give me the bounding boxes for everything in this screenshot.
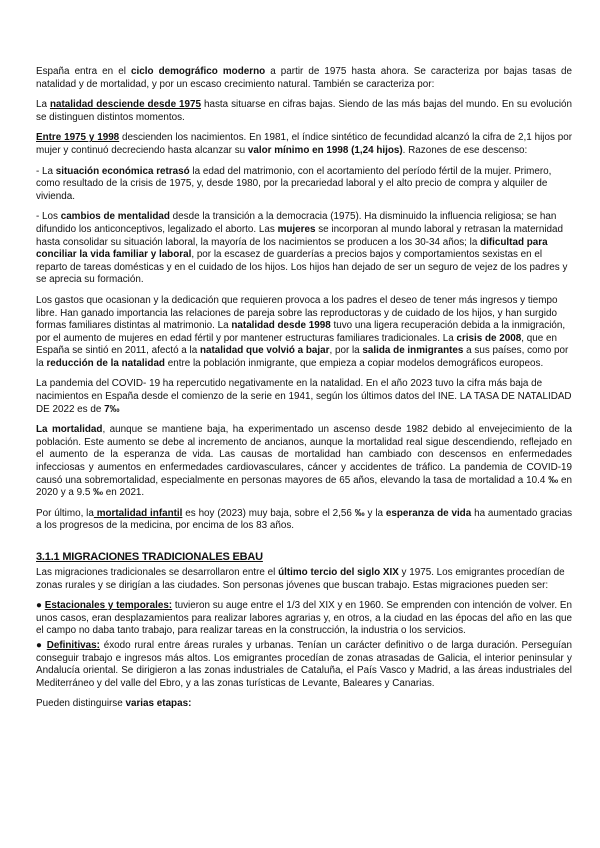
list-item-definitivas bbox=[36, 640, 572, 690]
bold-text: ‰ bbox=[93, 487, 103, 499]
text: en 2021. bbox=[102, 487, 145, 499]
text: y 1975. Los emigrantes procedían de zonas rurales y se dirigían a las ciudades. Son personas jóvenes que buscan trabajo. Estas migraciones pueden ser: bbox=[36, 567, 565, 591]
text: la edad del matrimonio, con el acortamiento del período fértil de la mujer. Primero, como resultado de la crisis de 1975, y, desde 1980, por la precariedad laboral y el alto precio de compra y alquiler de vivienda. bbox=[36, 165, 552, 202]
bold-text: último tercio del siglo XIX bbox=[278, 567, 399, 578]
paragraph-migraciones bbox=[36, 567, 572, 592]
bold-text: esperanza de vida bbox=[385, 507, 472, 519]
bold-text: 7‰ bbox=[104, 403, 120, 415]
bold-text: varias etapas: bbox=[125, 698, 192, 710]
bullet: ● bbox=[36, 600, 45, 612]
text: ha aumentado gracias a los progresos de la medicina, por encima de los 83 años. bbox=[36, 507, 573, 532]
bold-text: valor mínimo en 1998 (1,24 hijos) bbox=[247, 144, 403, 156]
document-page bbox=[36, 66, 572, 719]
text: Los gastos que ocasionan y la dedicación que requieren provoca a los padres el deseo de tener más ingresos y tiempo libre. Han ganado importancia las relaciones de pareja sobre las reproductoras y de cuidado de los hijos, y han surgido formas familiares distintas al matrimonio. La bbox=[36, 294, 558, 332]
paragraph-razon-mentalidad bbox=[36, 211, 572, 287]
text: tuvieron su auge entre el 1/3 del XIX y en 1960. Se emprenden con intención de volver. En unos casos, eran desplazamientos para realizar labores agrarias y, en otros, a la ciudad en las épocas del año en las que el campo no daba tanto trabajo, para realizar tareas en la construcción, la industria o los servicios. bbox=[36, 600, 572, 637]
text: , que en España se sintió en 2011, afectó a la bbox=[36, 332, 557, 357]
bold-text: natalidad desde 1998 bbox=[231, 320, 331, 332]
text: hasta situarse en cifras bajas. Siendo de las más bajas del mundo. En su evolución se distinguen distintos momentos. bbox=[36, 99, 573, 123]
bold-text: ‰ bbox=[354, 507, 365, 519]
paragraph-gastos bbox=[36, 295, 572, 371]
bold-text: dificultad para conciliar la vida familiar y laboral bbox=[36, 236, 548, 261]
text: - La bbox=[36, 165, 56, 177]
bold-text: situación económica retrasó bbox=[55, 165, 190, 177]
text: Por último, la bbox=[36, 507, 94, 519]
text: entre la población inmigrante, que empieza a copiar modelos demográficos europeos. bbox=[164, 357, 544, 369]
paragraph-pandemia bbox=[36, 378, 572, 416]
bold-underlined-text: Entre 1975 y 1998 bbox=[36, 132, 120, 144]
text: y la bbox=[364, 507, 386, 519]
text: . Razones de ese descenso: bbox=[402, 144, 528, 156]
bold-underlined-text: mortalidad infantil bbox=[93, 507, 183, 519]
bold-underlined-text: natalidad desciende desde 1975 bbox=[49, 99, 201, 111]
text: es hoy (2023) muy baja, sobre el 2,56 bbox=[182, 507, 355, 519]
text: , aunque se mantiene baja, ha experimentado un ascenso desde 1982 debido al envejecimiento de la población. Este aumento se debe al incremento de ancianos, aunque la mortalidad real sigue descendiendo, reflejado en el aumento de la esperanza de vida. Las causas de mortalidad han cambiado con descensos en enfermedades infecciosas y aumentos en enfermedades cardiovasculares, cáncer y accidentes de tráfico. La pandemia de COVID-19 causó una sobremortalidad, especialmente en personas mayores de 65 años, elevando la tasa de mortalidad a 10.4 bbox=[36, 424, 572, 486]
paragraph-1975-1998 bbox=[36, 132, 572, 157]
text: La bbox=[36, 99, 50, 111]
text: Pueden distinguirse bbox=[36, 698, 126, 710]
text: se incorporan al mundo laboral y retrasan la maternidad hasta consolidar su situación laboral, la mayoría de los nacimientos se producen a los 30-34 años; la bbox=[36, 223, 564, 248]
text: España entra en el bbox=[36, 66, 131, 77]
paragraph-natalidad bbox=[36, 99, 572, 124]
list-item-estacionales bbox=[36, 600, 572, 638]
bold-text: La mortalidad bbox=[36, 424, 103, 436]
bold-text: cambios de mentalidad bbox=[60, 211, 170, 223]
bold-text: crisis de 2008 bbox=[456, 332, 522, 344]
text: éxodo rural entre áreas rurales y urbanas. Tenían un carácter definitivo o de larga duración. Perseguían conseguir trabajo e ingresos más altos. Los emigrantes procedían de zonas atrasadas de Galicia, el interior peninsular y Andalucía oriental. Se dirigieron a las zonas industriales de Cataluña, el País Vasco y Madrid, a las áreas industriales del Mediterráneo y del valle del Ebro, y a las zonas turísticas de Levante, Baleares y Canarias. bbox=[36, 639, 572, 689]
text: - Los bbox=[36, 211, 61, 223]
text: , por la escasez de guarderías a precios bajos y comportamientos sexistas en el reparto de tareas domésticas y en el cuidado de los hijos. Los hijos han dejado de ser un seguro de vejez de los padres y se aprecia su formación. bbox=[36, 249, 568, 286]
paragraph-razon-economica bbox=[36, 166, 572, 204]
paragraph-mortalidad-infantil bbox=[36, 508, 572, 533]
text: Las migraciones tradicionales se desarrollaron entre el bbox=[36, 567, 279, 578]
text: en 2020 y a 9.5 bbox=[36, 474, 573, 499]
bold-underlined-text: Definitivas: bbox=[46, 639, 100, 651]
text: desde la transición a la democracia (1975). Ha disminuido la influencia religiosa; se han difundido los anticonceptivos, legalizado el aborto. Las bbox=[36, 211, 557, 235]
paragraph-etapas bbox=[36, 698, 572, 711]
bold-text: ciclo demográfico moderno bbox=[130, 66, 266, 77]
bullet: ● bbox=[36, 639, 47, 651]
bold-text: salida de inmigrantes bbox=[362, 345, 464, 357]
bold-text: mujeres bbox=[277, 223, 316, 235]
text: La pandemia del COVID- 19 ha repercutido negativamente en la natalidad. En el año 2023 tuvo la cifra más baja de nacimientos en España desde el comienzo de la serie en 1941, según los últimos datos del INE. LA TASA DE NATALIDAD DE 2022 es de bbox=[36, 378, 572, 415]
bold-text: ‰ bbox=[548, 474, 559, 486]
bold-text: reducción de la natalidad bbox=[46, 357, 165, 369]
paragraph-intro bbox=[36, 66, 572, 91]
text: tuvo una ligera recuperación debida a la inmigración, por el aumento de mujeres en edad fértil y por mantener estructuras familiares tradicionales. La bbox=[36, 320, 566, 344]
bold-underlined-text: Estacionales y temporales: bbox=[44, 600, 173, 612]
paragraph-mortalidad bbox=[36, 424, 572, 500]
text: a sus países, como por la bbox=[36, 345, 569, 369]
section-heading: 3.1.1 MIGRACIONES TRADICIONALES EBAU bbox=[36, 551, 263, 563]
text: descienden los nacimientos. En 1981, el índice sintético de fecundidad alcanzó la cifra de 2,1 hijos por mujer y continuó decreciendo hasta alcanzar su bbox=[36, 132, 572, 156]
text: a partir de 1975 hasta ahora. Se caracteriza por bajas tasas de natalidad y de mortalidad, y por un escaso crecimiento natural. También se caracteriza por: bbox=[36, 66, 572, 90]
bold-text: natalidad que volvió a bajar bbox=[199, 345, 330, 357]
text: , por la bbox=[329, 345, 363, 357]
